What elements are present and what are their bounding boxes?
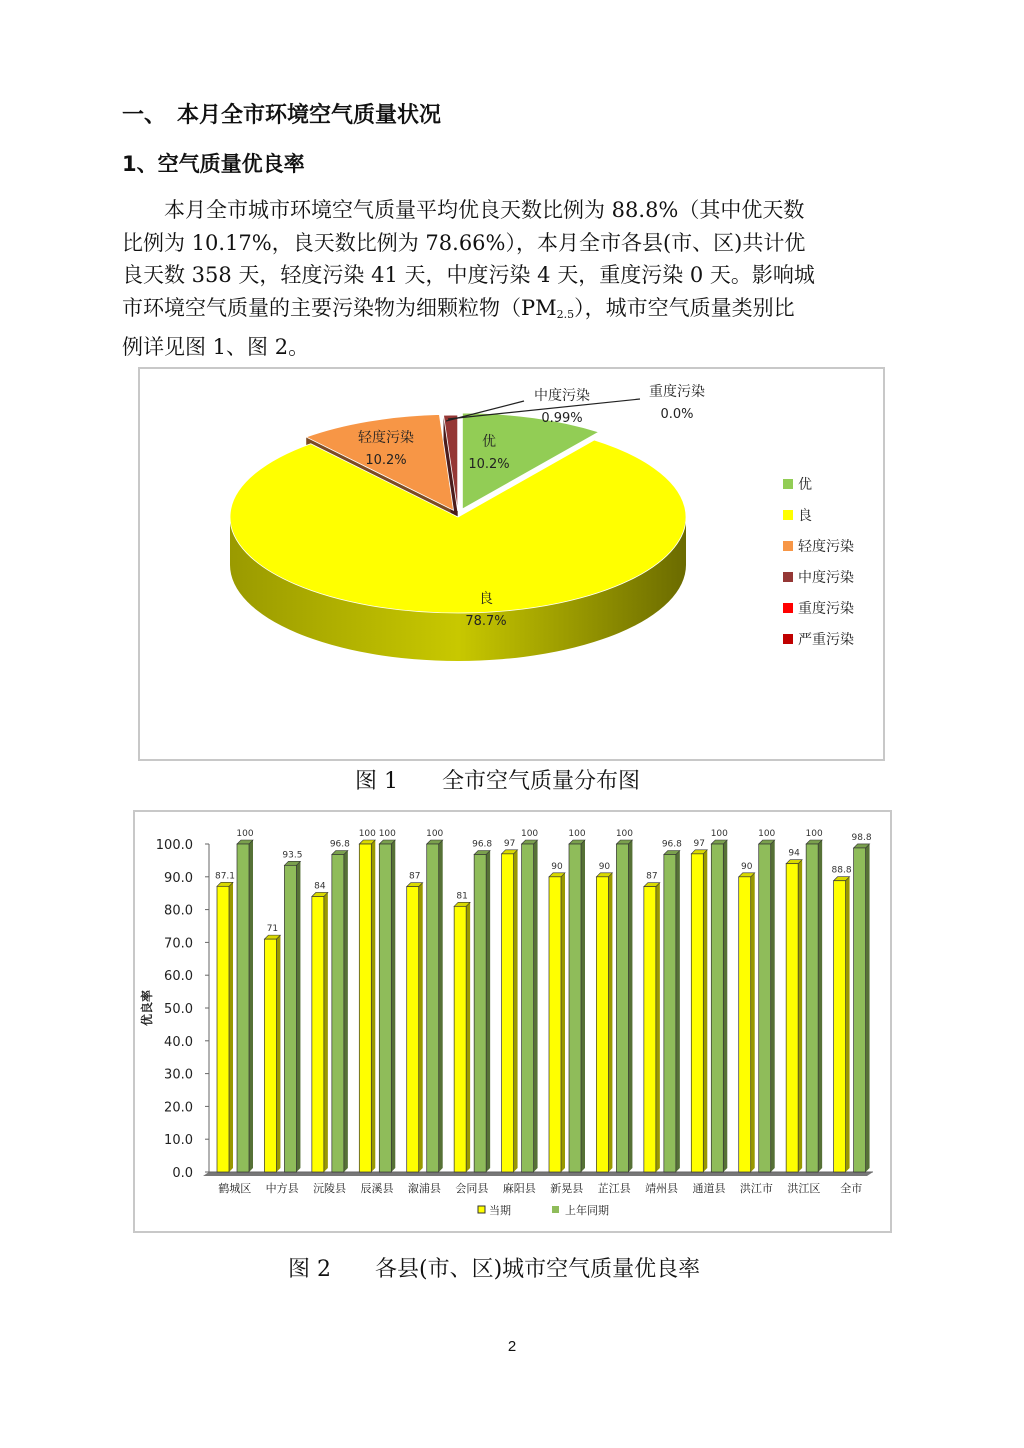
x-tick-label: 洪江区 xyxy=(787,1182,821,1195)
bar-current xyxy=(549,877,561,1172)
bar-current-side xyxy=(703,850,707,1172)
bar-current xyxy=(644,887,656,1172)
pie-slice-name: 轻度污染 xyxy=(358,430,414,446)
pie-slice-value: 0.0% xyxy=(660,407,694,422)
bar-current-side xyxy=(371,840,375,1172)
x-tick-label: 中方县 xyxy=(265,1182,299,1195)
bar-last-year-side xyxy=(344,850,348,1172)
data-label-current: 90 xyxy=(598,861,611,872)
paragraph-line: 良天数 358 天，轻度污染 41 天，中度污染 4 天，重度污染 0 天。影响城 xyxy=(122,263,815,287)
bar-current-side xyxy=(656,883,660,1172)
legend-label: 优 xyxy=(798,477,812,493)
x-tick-label: 会同县 xyxy=(455,1182,489,1195)
y-tick-label: 90.0 xyxy=(164,870,193,886)
bar-current-side xyxy=(419,883,423,1172)
legend-swatch xyxy=(783,479,793,489)
x-tick-label: 新晃县 xyxy=(550,1182,584,1195)
x-tick-label: 通道县 xyxy=(692,1182,726,1195)
paragraph-line: 比例为 10.17%，良天数比例为 78.66%），本月全市各县(市、区)共计优 xyxy=(122,230,806,255)
bar-current-side xyxy=(229,882,233,1172)
data-label-current: 90 xyxy=(551,861,563,872)
bar-current-side xyxy=(324,892,328,1172)
bar-current xyxy=(454,906,466,1172)
bar-current-side xyxy=(751,873,755,1172)
bar-current xyxy=(217,886,229,1172)
legend-swatch-current xyxy=(478,1206,485,1213)
bar-last-year-side xyxy=(581,840,585,1172)
bar-last-year xyxy=(474,854,486,1172)
bar-current xyxy=(834,881,846,1172)
bar-last-year-side xyxy=(628,840,632,1172)
paragraph-line: 例详见图 1、图 2。 xyxy=(122,335,310,359)
data-label-current: 87 xyxy=(408,871,421,882)
pie-chart-frame xyxy=(138,367,885,761)
y-tick-label: 10.0 xyxy=(164,1133,193,1149)
data-label-last-year: 100 xyxy=(710,829,728,839)
bar-last-year xyxy=(711,844,723,1172)
bar-last-year-side xyxy=(486,850,490,1172)
data-label-current: 94 xyxy=(788,848,800,859)
legend-label-current: 当期 xyxy=(489,1204,511,1217)
y-tick-label: 30.0 xyxy=(164,1067,193,1083)
data-label-last-year: 96.8 xyxy=(329,839,350,850)
pie-slice-name: 中度污染 xyxy=(534,388,590,404)
data-label-last-year: 100 xyxy=(758,829,776,839)
data-label-current: 71 xyxy=(266,924,279,935)
pie-slice-name: 重度污染 xyxy=(649,384,705,400)
bar-current-side xyxy=(846,877,850,1172)
bar-last-year xyxy=(522,844,534,1172)
bar-last-year-side xyxy=(249,840,253,1172)
legend-label: 严重污染 xyxy=(798,632,854,648)
y-tick-label: 80.0 xyxy=(164,903,193,919)
bar-last-year xyxy=(854,848,866,1172)
pie-slice-value: 0.99% xyxy=(541,411,583,426)
bar-current-side xyxy=(514,850,518,1172)
body-paragraph xyxy=(122,194,904,364)
pie-slice-value: 10.2% xyxy=(365,453,407,468)
legend-swatch xyxy=(783,603,793,613)
bar-last-year xyxy=(284,865,296,1172)
legend-swatch xyxy=(783,541,793,551)
bar-current-side xyxy=(608,873,612,1172)
legend-label-last-year: 上年同期 xyxy=(565,1204,609,1217)
bar-current xyxy=(264,939,276,1172)
bar-current xyxy=(786,864,798,1172)
bar-current xyxy=(407,887,419,1172)
bar-last-year xyxy=(237,844,249,1172)
paragraph-line: 本月全市城市环境空气质量平均优良天数比例为 88.8%（其中优天数 xyxy=(164,198,805,222)
x-tick-label: 溆浦县 xyxy=(407,1182,441,1195)
data-label-last-year: 93.5 xyxy=(282,850,303,861)
legend-label: 中度污染 xyxy=(798,570,854,586)
bar-last-year-side xyxy=(676,850,680,1172)
pie-slice-name: 良 xyxy=(479,591,493,607)
paragraph-text: ），城市空气质量类别比 xyxy=(574,295,795,320)
data-label-last-year: 100 xyxy=(568,829,586,839)
legend-swatch xyxy=(783,510,793,520)
x-tick-label: 洪江市 xyxy=(739,1182,773,1195)
y-tick-label: 20.0 xyxy=(164,1100,193,1116)
bar-last-year-side xyxy=(391,840,395,1172)
legend-label: 重度污染 xyxy=(798,601,854,617)
data-label-last-year: 100 xyxy=(520,829,539,839)
paragraph-text: 市环境空气质量的主要污染物为细颗粒物（PM xyxy=(122,295,557,320)
y-axis-label: 优良率 xyxy=(140,989,154,1027)
bar-current-side xyxy=(798,860,802,1172)
y-tick-label: 100.0 xyxy=(155,838,193,853)
bar-current xyxy=(596,877,608,1172)
bar-last-year xyxy=(664,854,676,1172)
bar-last-year xyxy=(806,844,818,1172)
data-label-current: 87 xyxy=(646,871,658,882)
bar-last-year-side xyxy=(439,840,443,1172)
bar-last-year xyxy=(332,854,344,1172)
figure2-caption: 图 2 各县(市、区)城市空气质量优良率 xyxy=(288,1257,701,1282)
y-tick-label: 60.0 xyxy=(164,969,193,985)
page-number: 2 xyxy=(507,1338,517,1355)
legend-swatch xyxy=(783,572,793,582)
legend-label: 轻度污染 xyxy=(798,539,854,555)
paragraph-line xyxy=(122,292,904,332)
y-tick-label: 40.0 xyxy=(164,1034,193,1050)
data-label-last-year: 96.8 xyxy=(472,839,493,850)
bar-current xyxy=(502,854,514,1172)
x-tick-label: 麻阳县 xyxy=(502,1182,536,1195)
data-label-current: 81 xyxy=(456,891,468,902)
data-label-last-year: 100 xyxy=(615,829,634,839)
bar-last-year-side xyxy=(866,844,870,1172)
bar-last-year xyxy=(759,844,771,1172)
x-tick-label: 靖州县 xyxy=(645,1182,679,1195)
pie-chart xyxy=(140,369,883,759)
data-label-last-year: 100 xyxy=(378,829,396,839)
data-label-current: 97 xyxy=(503,838,516,849)
data-label-last-year: 100 xyxy=(805,829,823,839)
data-label-current: 84 xyxy=(314,881,326,892)
pie-slice-value: 10.2% xyxy=(468,457,510,472)
bar-chart-frame xyxy=(133,810,892,1233)
y-tick-label: 0.0 xyxy=(172,1166,193,1181)
figure1-caption: 图 1 全市空气质量分布图 xyxy=(355,769,640,794)
bar-current xyxy=(739,877,751,1172)
subsection-heading: 1、空气质量优良率 xyxy=(122,152,305,176)
bar-last-year xyxy=(569,844,581,1172)
bar-last-year-side xyxy=(723,840,727,1172)
data-label-current: 87.1 xyxy=(214,871,236,882)
x-tick-label: 全市 xyxy=(840,1182,863,1195)
x-tick-label: 沅陵县 xyxy=(313,1182,347,1195)
data-label-last-year: 100 xyxy=(236,829,254,839)
legend-swatch-last-year xyxy=(552,1206,559,1213)
bar-last-year xyxy=(427,844,439,1172)
data-label-last-year: 98.8 xyxy=(851,832,872,843)
pm-subscript: 2.5 xyxy=(556,307,575,321)
pie-slice-name: 优 xyxy=(482,434,496,450)
y-tick-label: 70.0 xyxy=(164,936,193,952)
bar-last-year-side xyxy=(771,840,775,1172)
data-label-last-year: 96.8 xyxy=(661,839,682,850)
bar-current xyxy=(359,844,371,1172)
data-label-current: 100 xyxy=(358,829,376,839)
data-label-last-year: 100 xyxy=(426,829,444,839)
bar-last-year-side xyxy=(296,861,300,1172)
bar-current-side xyxy=(561,873,565,1172)
bar-last-year-side xyxy=(818,840,822,1172)
y-tick-label: 50.0 xyxy=(164,1002,193,1017)
bar-current xyxy=(691,854,703,1172)
data-label-current: 97 xyxy=(693,838,706,849)
bar-current-side xyxy=(466,902,470,1172)
legend-swatch xyxy=(783,634,793,644)
x-tick-label: 辰溪县 xyxy=(360,1182,394,1195)
chart-floor xyxy=(203,1172,873,1176)
bar-last-year-side xyxy=(534,840,538,1172)
x-tick-label: 鹤城区 xyxy=(218,1182,252,1195)
bar-current xyxy=(312,896,324,1172)
bar-current-side xyxy=(276,935,280,1172)
section-heading: 一、 本月全市环境空气质量状况 xyxy=(122,103,442,128)
legend-label: 良 xyxy=(798,508,812,524)
data-label-current: 88.8 xyxy=(831,865,852,876)
pie-slice-value: 78.7% xyxy=(465,614,507,629)
bar-chart xyxy=(135,812,890,1231)
x-tick-label: 芷江县 xyxy=(597,1182,631,1195)
bar-last-year xyxy=(379,844,391,1172)
bar-last-year xyxy=(616,844,628,1172)
data-label-current: 90 xyxy=(740,861,753,872)
